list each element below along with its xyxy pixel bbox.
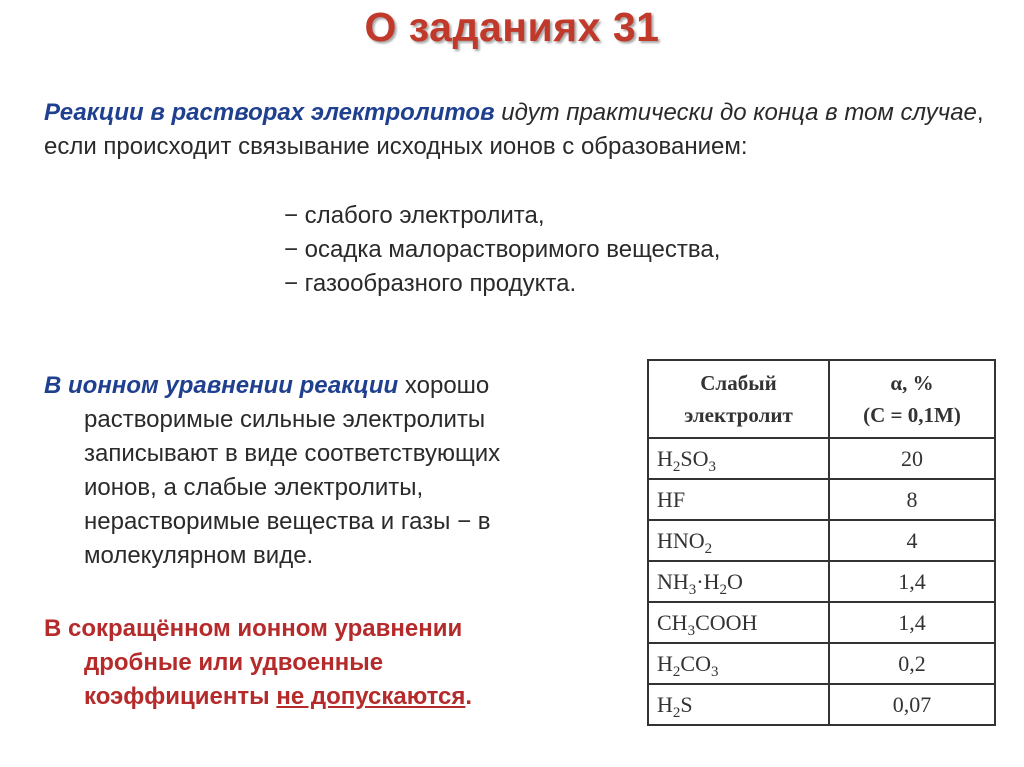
formula-cell: $NH_3\cdot H_2O$	[648, 561, 829, 602]
alpha-cell: 1,4	[829, 561, 995, 602]
formula-cell: $HNO_2$	[648, 520, 829, 561]
ionic-line: растворимые сильные электролиты	[84, 406, 486, 433]
table-row	[648, 438, 995, 479]
table-row	[648, 520, 995, 561]
intro-tail: , если происходит связывание исходных ионов с образованием:	[44, 99, 984, 160]
ionic-line: нерастворимые вещества и газы − в	[84, 508, 491, 535]
list-item: − слабого электролита,	[284, 202, 545, 229]
ionic-line: молекулярном виде.	[84, 542, 314, 569]
electrolyte-table	[647, 359, 996, 726]
alpha-cell: 20	[829, 438, 995, 479]
reduced-paragraph	[44, 612, 604, 714]
table-row	[648, 602, 995, 643]
table-row	[648, 479, 995, 520]
formula-cell: $H_2S$	[648, 684, 829, 725]
intro-lead: Реакции в растворах электролитов	[44, 99, 495, 126]
formula-cell: $H_2SO_3$	[648, 438, 829, 479]
ionic-lead: В ионном уравнении реакции	[44, 372, 399, 399]
table-row	[648, 684, 995, 725]
ionic-paragraph	[44, 369, 604, 573]
formula-cell: $CH_3COOH$	[648, 602, 829, 643]
table-header-row	[648, 360, 995, 438]
formula-cell: $H_2CO_3$	[648, 643, 829, 684]
reduced-line3-suffix: .	[465, 683, 473, 710]
reduced-line1: В сокращённом ионном уравнении	[44, 615, 463, 642]
intro-italic: идут практически до конца в том случае	[494, 99, 977, 126]
table-row	[648, 561, 995, 602]
alpha-cell: 8	[829, 479, 995, 520]
list-item: − осадка малорастворимого вещества,	[284, 236, 721, 263]
formula-cell: HF	[648, 479, 829, 520]
table-row	[648, 643, 995, 684]
header-electrolyte: Слабый электролит	[648, 360, 829, 438]
alpha-cell: 1,4	[829, 602, 995, 643]
intro-paragraph	[44, 96, 984, 164]
ionic-first-rest: хорошо	[398, 372, 490, 399]
page-title: О заданиях 31	[364, 4, 660, 50]
reduced-line3-prefix: коэффициенты	[84, 683, 277, 710]
header-alpha: α, % (С = 0,1М)	[829, 360, 995, 438]
alpha-cell: 0,07	[829, 684, 995, 725]
reduced-line2: дробные или удвоенные	[84, 649, 384, 676]
alpha-cell: 4	[829, 520, 995, 561]
ionic-line: записывают в виде соответствующих	[84, 440, 501, 467]
ionic-line: ионов, а слабые электролиты,	[84, 474, 424, 501]
product-list	[284, 199, 720, 301]
reduced-underlined: не допускаются	[276, 683, 466, 710]
alpha-cell: 0,2	[829, 643, 995, 684]
list-item: − газообразного продукта.	[284, 270, 577, 297]
